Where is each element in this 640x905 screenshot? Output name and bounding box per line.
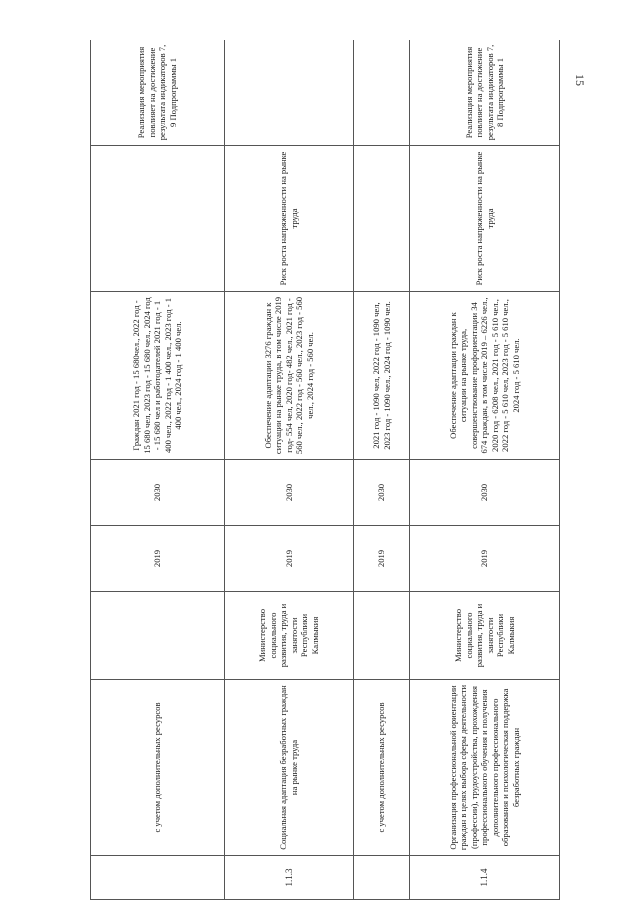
start-year: 2019 [91, 526, 225, 592]
executor: Министерство социального развития, труда и занятости Республики Калмыкия [224, 592, 353, 680]
risk [91, 146, 225, 292]
start-year: 2019 [224, 526, 353, 592]
activity-name: с учетом дополнительных ресурсов [354, 680, 410, 856]
risk: Риск роста напряженности на рынке труда [410, 146, 560, 292]
program-activities-table [90, 40, 560, 900]
table-row [410, 40, 560, 900]
table-row [354, 40, 410, 900]
row-number [91, 856, 225, 900]
indicator-link: Реализация мероприятия повлияет на достижение результата индикаторов 7, 9 Подпрограммы 1 [91, 40, 225, 146]
indicator-link [224, 40, 353, 146]
activity-name: Организация профессиональной ориентации граждан в целях выбора сферы деятельности (профессии), трудоустройства, прохождения профессионального обучения и получения дополнительного профессионального образования и психологическая поддержка безработных граждан [410, 680, 560, 856]
row-number: 1.1.4 [410, 856, 560, 900]
activity-name: Социальная адаптация безработных граждан на рынке труда [224, 680, 353, 856]
expected-result: 2021 год - 1090 чел, 2022 год - 1090 чел, 2023 год - 1090 чел., 2024 год - 1090 чел. [354, 292, 410, 460]
start-year: 2019 [354, 526, 410, 592]
expected-result: Граждан 2021 год - 15 680чел., 2022 год - 15 680 чел, 2023 год - 15 680 чел., 2024 год - 15 680 чел и работодателей 2021 год - 1 400 чел., 2022 год - 1 400 чел., 2023 год - 1 400 чел., 2024 год - 1 400 чел. [91, 292, 225, 460]
expected-result: Обеспечение адаптации граждан к ситуации на рынке труда, совершенствование профориентации 34 674 граждан, в том числе 2019 – 6226 чел., 2020 год - 6208 чел., 2021 год - 5 610 чел., 2022 год - 5 610 чел, 2023 год - 5 610 чел., 2024 год - 5 610 чел. [410, 292, 560, 460]
table-row [91, 40, 225, 900]
end-year: 2030 [410, 460, 560, 526]
row-number [354, 856, 410, 900]
indicator-link [354, 40, 410, 146]
executor [91, 592, 225, 680]
row-number: 1.1.3 [224, 856, 353, 900]
table-row [224, 40, 353, 900]
table-container [90, 40, 560, 900]
activity-name: с учетом дополнительных ресурсов [91, 680, 225, 856]
start-year: 2019 [410, 526, 560, 592]
end-year: 2030 [354, 460, 410, 526]
end-year: 2030 [224, 460, 353, 526]
page-number: 15 [573, 74, 587, 86]
end-year: 2030 [91, 460, 225, 526]
risk [354, 146, 410, 292]
executor [354, 592, 410, 680]
risk: Риск роста напряженности на рынке труда [224, 146, 353, 292]
expected-result: Обеспечение адаптации 3276 граждан к ситуации на рынке труда, в том числе 2019 год- 554 чел, 2020 год- 482 чел., 2021 год - 560 чел., 2022 год - 560 чел., 2023 год - 560 чел., 2024 год - 560 чел. [224, 292, 353, 460]
executor: Министерство социального развития, труда и занятости Республики Калмыкия [410, 592, 560, 680]
indicator-link: Реализация мероприятия повлияет на достижение результата индикаторов 7, 8 Подпрограммы 1 [410, 40, 560, 146]
